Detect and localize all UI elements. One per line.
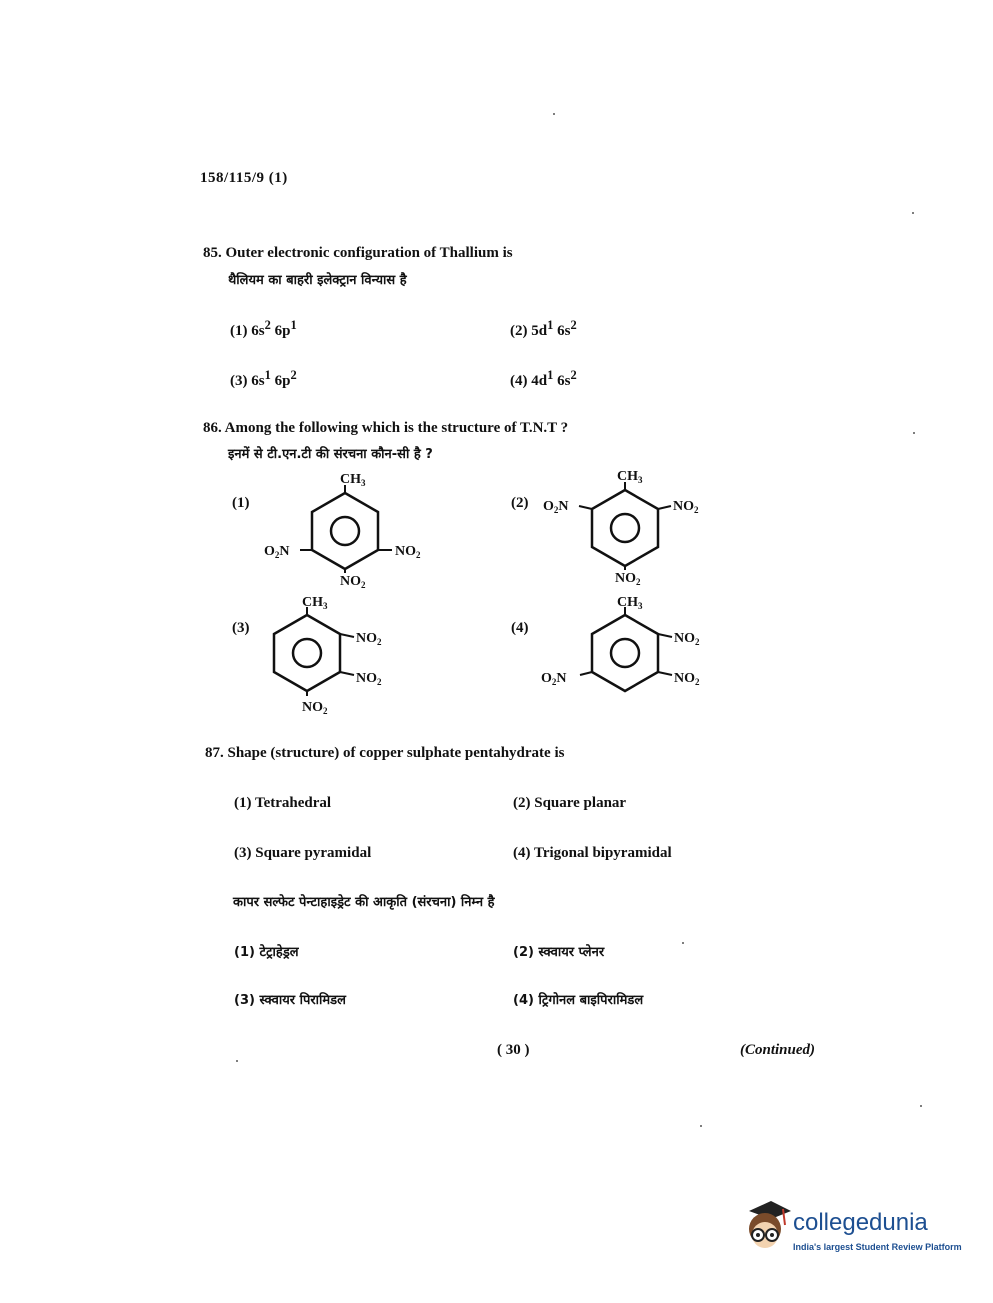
collegedunia-watermark xyxy=(735,1197,965,1262)
q87-option-hi-4: (4) ट्रिगोनल बाइपिरामिडल xyxy=(513,993,644,1008)
svg-text:NO2: $NO_2$ xyxy=(340,574,366,590)
q87-option-en-1: (1) Tetrahedral xyxy=(234,795,332,811)
scan-speck xyxy=(920,1105,922,1107)
tnt-structure-2 xyxy=(535,462,725,592)
q85-option-2: (2) $5d^1$ $6s^2$ xyxy=(510,318,577,339)
svg-text:NO2: $NO_2$ xyxy=(615,571,641,587)
q87-text-en: 87. Shape (structure) of copper sulphate pentahydrate is xyxy=(205,745,565,761)
svg-text:NO2: $NO_2$ xyxy=(302,700,328,716)
svg-text:O2N: $O_2N$ xyxy=(541,671,567,687)
svg-text:NO2: $NO_2$ xyxy=(356,671,382,687)
paper-code: 158/115/9 (1) xyxy=(200,170,288,186)
continued-label: (Continued) xyxy=(740,1042,816,1058)
q86-label-3: (3) xyxy=(232,620,250,636)
q87-option-hi-3: (3) स्क्वायर पिरामिडल xyxy=(234,993,346,1008)
svg-text:CH3: $CH_3$ xyxy=(617,469,643,485)
scan-speck xyxy=(912,212,914,214)
q86-label-1: (1) xyxy=(232,495,250,511)
svg-text:NO2: $NO_2$ xyxy=(395,544,421,560)
brand-tagline: India's largest Student Review Platform xyxy=(793,1242,962,1252)
svg-text:CH3: $CH_3$ xyxy=(340,472,366,488)
q86-label-4: (4) xyxy=(511,620,529,636)
mascot-icon xyxy=(735,1197,793,1257)
q86-text-hi: इनमें से टी.एन.टी की संरचना कौन-सी है ? xyxy=(228,447,433,462)
page-number: ( 30 ) xyxy=(497,1042,530,1058)
q85-text-en: 85. Outer electronic configuration of Thallium is xyxy=(203,245,513,261)
q87-text-hi: कापर सल्फेट पेन्टाहाइड्रेट की आकृति (संरचना) निम्न है xyxy=(233,895,495,910)
q87-option-hi-2: (2) स्क्वायर प्लेनर xyxy=(513,945,605,960)
scan-speck xyxy=(700,1125,702,1127)
scan-speck xyxy=(553,113,555,115)
q85-option-4: (4) $4d^1$ $6s^2$ xyxy=(510,368,577,389)
scan-speck xyxy=(236,1060,238,1062)
q85-text-hi: थैलियम का बाहरी इलेक्ट्रान विन्यास है xyxy=(228,273,407,288)
q87-option-en-2: (2) Square planar xyxy=(513,795,627,811)
svg-text:O2N: $O_2N$ xyxy=(543,499,569,515)
q86-label-2: (2) xyxy=(511,495,529,511)
svg-text:NO2: $NO_2$ xyxy=(673,499,699,515)
q87-option-hi-1: (1) टेट्राहेड्रल xyxy=(234,945,299,960)
q87-option-en-4: (4) Trigonal bipyramidal xyxy=(513,845,672,861)
svg-text:NO2: $NO_2$ xyxy=(674,671,700,687)
tnt-structure-1 xyxy=(250,465,450,595)
svg-text:O2N: $O_2N$ xyxy=(264,544,290,560)
svg-text:CH3: $CH_3$ xyxy=(617,595,643,611)
q86-text-en: 86. Among the following which is the structure of T.N.T ? xyxy=(203,420,569,436)
scan-speck xyxy=(682,942,684,944)
q85-option-3: (3) $6s^1$ $6p^2$ xyxy=(230,368,297,389)
tnt-structure-3 xyxy=(250,590,450,725)
tnt-structure-4 xyxy=(535,590,725,700)
brand-name: collegedunia xyxy=(793,1209,928,1236)
svg-text:NO2: $NO_2$ xyxy=(356,631,382,647)
q87-option-en-3: (3) Square pyramidal xyxy=(234,845,372,861)
svg-text:NO2: $NO_2$ xyxy=(674,631,700,647)
svg-text:CH3: $CH_3$ xyxy=(302,595,328,611)
scan-speck xyxy=(913,432,915,434)
q85-option-1: (1) $6s^2$ $6p^1$ xyxy=(230,318,297,339)
